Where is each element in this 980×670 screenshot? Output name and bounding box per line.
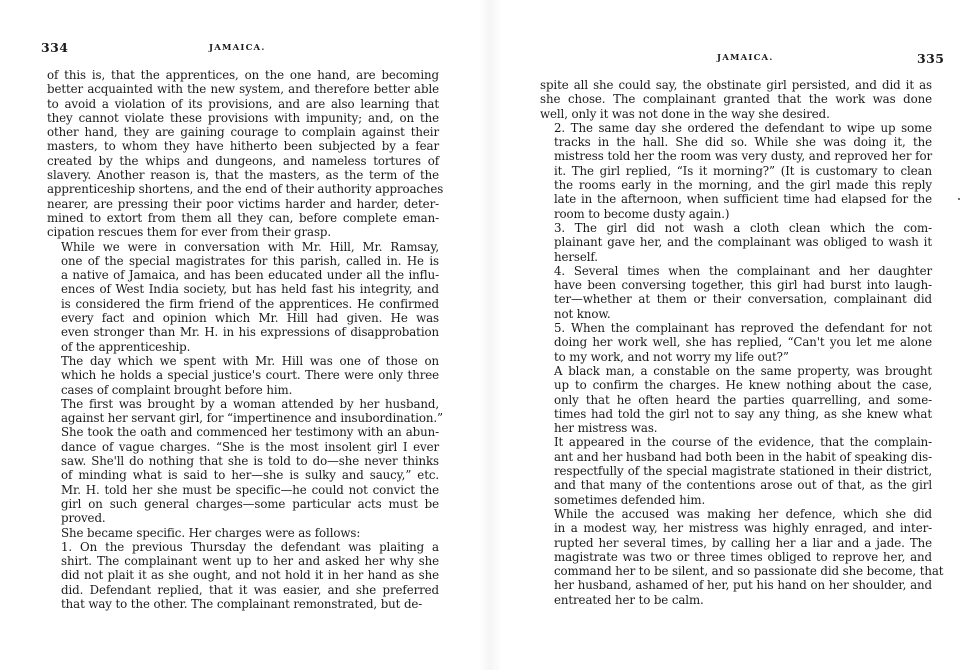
scan-speck <box>958 198 960 200</box>
text-line: created by the whips and dungeons, and nameless tortures of <box>47 153 439 168</box>
text-line: rupted her several times, by calling her a liar and a jade. The <box>554 535 932 550</box>
text-line: A black man, a constable on the same property, was brought <box>554 363 932 378</box>
text-line: 1. On the previous Thursday the defendant was plaiting a <box>61 539 439 554</box>
text-line: girl on such general charges—some particular acts must be <box>61 496 439 511</box>
text-line: While we were in conversation with Mr. Hill, Mr. Ramsay, <box>61 239 439 254</box>
paragraph <box>47 354 439 397</box>
paragraph <box>540 221 932 264</box>
text-line: to avoid a violation of its provisions, and are also learning that <box>47 96 439 111</box>
text-line: even stronger than Mr. H. in his expressions of disapprobation <box>61 325 439 340</box>
text-line: She took the oath and commenced her testimony with an abun- <box>61 425 439 440</box>
text-line: up to confirm the charges. He knew nothing about the case, <box>554 378 932 393</box>
text-line: Mr. H. told her she must be specific—he could not convict the <box>61 482 439 497</box>
text-line: cipation rescues them for ever from their grasp. <box>47 225 332 240</box>
text-line: slavery. Another reason is, that the masters, as the term of the <box>47 168 439 183</box>
text-line: of this is, that the apprentices, on the one hand, are becoming <box>47 68 439 82</box>
right-running-head: JAMAICA. <box>717 53 774 63</box>
text-line: mistress told her the room was very dusty, and reproved her for <box>554 149 932 164</box>
text-line: apprenticeship shortens, and the end of their authority approaches <box>47 182 444 197</box>
text-line: dance of vague charges. “She is the most insolent girl I ever <box>61 439 439 454</box>
left-page-number: 334 <box>41 40 69 55</box>
text-line: entreated her to be calm. <box>554 592 704 607</box>
text-line: mined to extort from them all they can, before complete eman- <box>47 210 439 225</box>
paragraph <box>540 264 932 321</box>
paragraph <box>540 435 932 506</box>
text-line: saw. She'll do nothing that she is told to do—she never thinks <box>61 454 439 469</box>
text-line: in a modest way, her mistress was highly enraged, and inter- <box>554 521 932 536</box>
text-line: magistrate was two or three times obliged to reprove her, and <box>554 549 932 564</box>
text-line: well, only it was not done in the way she desired. <box>540 106 830 121</box>
text-line: did. Defendant replied, that it was easier, and she preferred <box>61 582 439 597</box>
text-line: did not plait it as she ought, and not hold it in her hand as she <box>61 568 439 583</box>
text-line: and that many of the contentions arose out of that, as the girl <box>554 478 932 493</box>
paragraph <box>540 364 932 435</box>
left-running-head: JAMAICA. <box>209 43 266 53</box>
text-line: nearer, are pressing their poor victims harder and harder, deter- <box>47 196 439 211</box>
text-line: better acquainted with the new system, and therefore better able <box>47 82 439 97</box>
text-line: The day which we spent with Mr. Hill was one of those on <box>61 353 439 368</box>
text-line: that way to the other. The complainant remonstrated, but de- <box>61 596 423 611</box>
text-line: respectfully of the special magistrate stationed in their district, <box>554 464 932 479</box>
paragraph <box>47 540 439 611</box>
text-line: plainant gave her, and the complainant was obliged to wash it <box>554 235 932 250</box>
text-line: spite all she could say, the obstinate girl persisted, and did it as <box>540 78 932 92</box>
text-line: of the apprenticeship. <box>61 339 191 354</box>
text-line: proved. <box>61 511 106 526</box>
text-line: the rooms early in the morning, and the girl made this reply <box>554 178 932 193</box>
text-line: It appeared in the course of the evidence, that the complain- <box>554 435 932 450</box>
text-line: her mistress was. <box>554 421 658 436</box>
text-line: herself. <box>554 249 598 264</box>
text-line: sometimes defended him. <box>554 492 706 507</box>
text-line: command her to be silent, and so passionate did she become, that <box>554 564 944 579</box>
text-line: shirt. The complainant went up to her and asked her why she <box>61 554 439 569</box>
right-page-number: 335 <box>917 51 945 66</box>
text-line: every fact and opinion which Mr. Hill had given. He was <box>61 311 439 326</box>
text-line: cases of complaint brought before him. <box>61 382 293 397</box>
text-line: her husband, ashamed of her, put his hand on her shoulder, and <box>554 578 932 593</box>
text-line: tracks in the hall. She did so. While she was doing it, the <box>554 135 932 150</box>
right-page <box>492 0 980 670</box>
text-line: 5. When the complainant has reproved the defendant for not <box>554 321 932 336</box>
text-line: is considered the firm friend of the apprentices. He confirmed <box>61 296 439 311</box>
paragraph <box>540 121 932 221</box>
text-line: While the accused was making her defence, which she did <box>554 506 932 521</box>
paragraph <box>540 321 932 364</box>
paragraph <box>47 240 439 354</box>
text-line: ences of West India society, but has held fast his integrity, and <box>61 282 439 297</box>
text-line: She became specific. Her charges were as follows: <box>61 525 361 540</box>
paragraph <box>47 68 444 240</box>
text-line: ant and her husband had both been in the habit of speaking dis- <box>554 449 932 464</box>
text-line: room to become dusty again.) <box>554 206 730 221</box>
text-line: masters, to whom they have hitherto been subjected by a fear <box>47 139 439 154</box>
paragraph <box>540 506 944 607</box>
text-line: they cannot violate these provisions with impunity; and, on the <box>47 110 439 125</box>
paragraph <box>47 396 443 526</box>
text-line: which he holds a special justice's court. There were only three <box>61 368 439 383</box>
text-line: she chose. The complainant granted that the work was done <box>540 92 932 107</box>
text-line: of minding what is said to her—she is sulky and saucy,” etc. <box>61 468 439 483</box>
text-line: 2. The same day she ordered the defendant to wipe up some <box>554 120 932 135</box>
text-line: times had told the girl not to say any thing, as she knew what <box>554 406 932 421</box>
text-line: not know. <box>554 306 611 321</box>
text-line: against her servant girl, for “impertinence and insubordination.” <box>61 411 443 426</box>
paragraph <box>47 526 439 540</box>
text-line: only that he often heard the parties quarrelling, and some- <box>554 392 932 407</box>
text-line: late in the afternoon, when sufficient time had elapsed for the <box>554 192 932 207</box>
text-line: 4. Several times when the complainant and her daughter <box>554 263 932 278</box>
left-page-body <box>47 68 444 611</box>
paragraph <box>540 78 932 121</box>
text-line: The first was brought by a woman attended by her husband, <box>61 396 439 411</box>
text-line: ter—whether at them or their conversation, complainant did <box>554 292 932 307</box>
right-page-body <box>540 78 944 607</box>
text-line: have been conversing together, this girl had burst into laugh- <box>554 278 932 293</box>
text-line: 3. The girl did not wash a cloth clean which the com- <box>554 220 932 235</box>
text-line: a native of Jamaica, and has been educated under all the influ- <box>61 268 439 283</box>
text-line: to my work, and not worry my life out?” <box>554 349 789 364</box>
text-line: doing her work well, she has replied, “Can't you let me alone <box>554 335 932 350</box>
text-line: it. The girl replied, “Is it morning?” (It is customary to clean <box>554 163 932 178</box>
text-line: one of the special magistrates for this parish, called in. He is <box>61 253 439 268</box>
text-line: other hand, they are gaining courage to complain against their <box>47 125 439 140</box>
